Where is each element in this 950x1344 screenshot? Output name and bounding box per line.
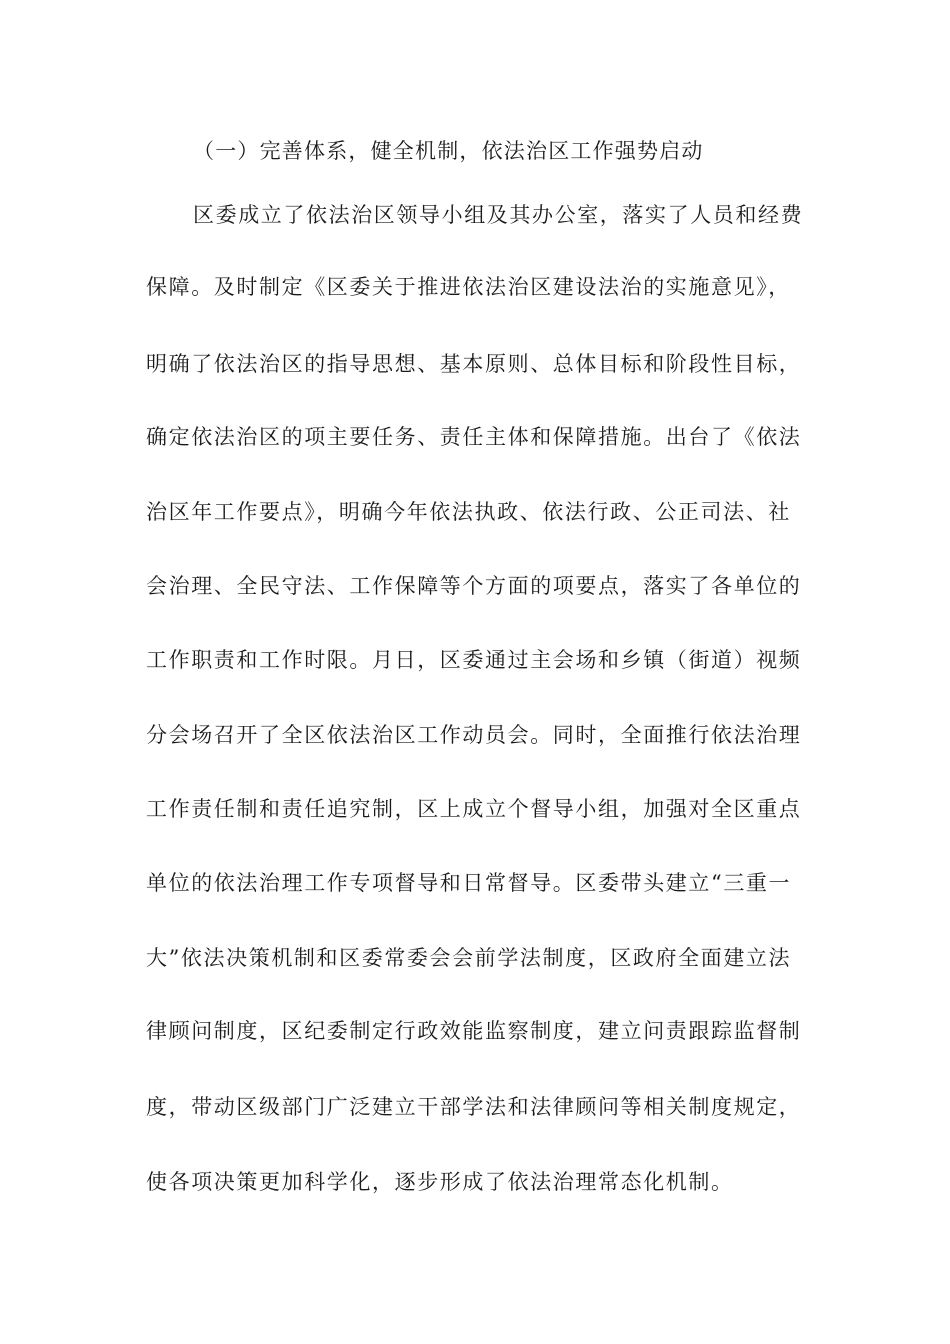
paragraph-line: 分会场召开了全区依法治区工作动员会。同时，全面推行依法治理 bbox=[146, 723, 802, 747]
paragraph-line: 单位的依法治理工作专项督导和日常督导。区委带头建立“三重一 bbox=[146, 871, 792, 895]
section-heading: （一）完善体系，健全机制，依法治区工作强势启动 bbox=[193, 139, 704, 163]
paragraph-line: 工作责任制和责任追究制，区上成立个督导小组，加强对全区重点 bbox=[146, 797, 802, 821]
paragraph-line: 保障。及时制定《区委关于推进依法治区建设法治的实施意见》， bbox=[146, 275, 791, 299]
paragraph-line: 区委成立了依法治区领导小组及其办公室，落实了人员和经费 bbox=[193, 203, 804, 227]
paragraph-line: 律顾问制度，区纪委制定行政效能监察制度，建立问责跟踪监督制 bbox=[146, 1019, 802, 1043]
paragraph-line: 确定依法治区的项主要任务、责任主体和保障措施。出台了《依法 bbox=[146, 425, 802, 449]
paragraph-line: 会治理、全民守法、工作保障等个方面的项要点，落实了各单位的 bbox=[146, 574, 802, 598]
paragraph-line: 大”依法决策机制和区委常委会会前学法制度，区政府全面建立法 bbox=[146, 946, 792, 970]
paragraph-line: 度，带动区级部门广泛建立干部学法和法律顾问等相关制度规定， bbox=[146, 1095, 802, 1119]
paragraph-line: 工作职责和工作时限。月日，区委通过主会场和乡镇（街道）视频 bbox=[146, 648, 802, 672]
paragraph-line: 治区年工作要点》，明确今年依法执政、依法行政、公正司法、社 bbox=[146, 500, 791, 524]
paragraph-line: 使各项决策更加科学化，逐步形成了依法治理常态化机制。 bbox=[146, 1170, 734, 1194]
paragraph-line: 明确了依法治区的指导思想、基本原则、总体目标和阶段性目标， bbox=[146, 352, 802, 376]
